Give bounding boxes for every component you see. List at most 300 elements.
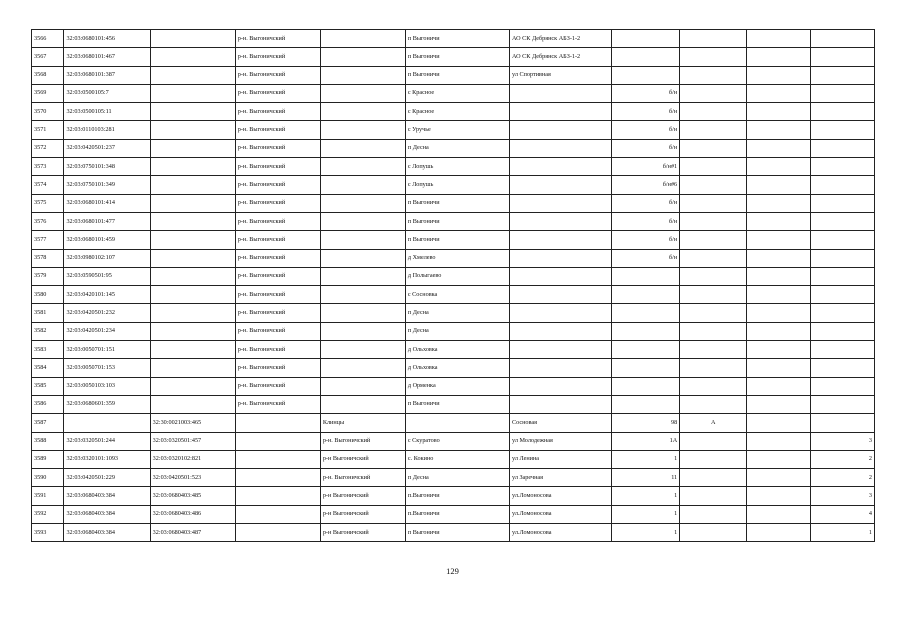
- row-number: 3587: [32, 414, 64, 432]
- table-row: [32, 469, 875, 487]
- cadastral-number: 32:03:0680403:384: [64, 524, 150, 542]
- apartment-cell: [811, 121, 875, 139]
- structure-cell: [747, 341, 811, 359]
- cadastral-number-2: [150, 30, 235, 48]
- settlement-cell: п Выгоничи: [405, 66, 509, 84]
- settlement-cell: д Хмелево: [405, 249, 509, 267]
- building-cell: [680, 377, 747, 395]
- row-number: 3571: [32, 121, 64, 139]
- cadastral-number: 32:03:0680101:387: [64, 66, 150, 84]
- cadastral-number: 32:03:0680601:359: [64, 395, 150, 413]
- district-cell: р-н. Выгоничский: [235, 395, 320, 413]
- settlement-cell: п.Выгоничи: [405, 505, 509, 523]
- apartment-cell: [811, 158, 875, 176]
- house-number-cell: б/н: [611, 103, 679, 121]
- cadastral-number-2: [150, 48, 235, 66]
- structure-cell: [747, 267, 811, 285]
- building-cell: [680, 212, 747, 230]
- district-cell: [235, 505, 320, 523]
- structure-cell: [747, 84, 811, 102]
- house-number-cell: 1: [611, 487, 679, 505]
- building-cell: [680, 249, 747, 267]
- district-cell: р-н. Выгоничский: [235, 84, 320, 102]
- structure-cell: [747, 30, 811, 48]
- settlement-cell: п Десна: [405, 304, 509, 322]
- settlement-cell: п Выгоничи: [405, 231, 509, 249]
- settlement-cell: д Орменка: [405, 377, 509, 395]
- building-cell: А: [680, 414, 747, 432]
- row-number: 3574: [32, 176, 64, 194]
- building-cell: [680, 30, 747, 48]
- city-cell: Клинцы: [320, 414, 405, 432]
- house-number-cell: [611, 359, 679, 377]
- row-number: 3569: [32, 84, 64, 102]
- city-cell: [320, 212, 405, 230]
- row-number: 3584: [32, 359, 64, 377]
- page-number: 129: [446, 566, 459, 576]
- cadastral-number-2: [150, 267, 235, 285]
- street-cell: [510, 176, 612, 194]
- cadastral-number-2: [150, 359, 235, 377]
- row-number: 3582: [32, 322, 64, 340]
- table-row: [32, 267, 875, 285]
- row-number: 3590: [32, 469, 64, 487]
- settlement-cell: с Уручье: [405, 121, 509, 139]
- cadastral-number-2: [150, 377, 235, 395]
- table-row: [32, 231, 875, 249]
- apartment-cell: [811, 395, 875, 413]
- settlement-cell: [405, 414, 509, 432]
- cadastral-number: 32:03:0050701:151: [64, 341, 150, 359]
- cadastral-number-2: [150, 304, 235, 322]
- settlement-cell: п Выгоничи: [405, 212, 509, 230]
- cadastral-number: 32:03:0320101:1093: [64, 450, 150, 468]
- cadastral-number: 32:03:0420501:232: [64, 304, 150, 322]
- building-cell: [680, 286, 747, 304]
- row-number: 3575: [32, 194, 64, 212]
- district-cell: р-н. Выгоничский: [235, 212, 320, 230]
- structure-cell: [747, 249, 811, 267]
- row-number: 3580: [32, 286, 64, 304]
- district-cell: р-н. Выгоничский: [235, 103, 320, 121]
- row-number: 3577: [32, 231, 64, 249]
- apartment-cell: 3: [811, 432, 875, 450]
- district-cell: р-н. Выгоничский: [235, 121, 320, 139]
- street-cell: [510, 103, 612, 121]
- settlement-cell: с Скуратово: [405, 432, 509, 450]
- structure-cell: [747, 121, 811, 139]
- house-number-cell: б/н: [611, 121, 679, 139]
- apartment-cell: [811, 359, 875, 377]
- cadastral-number: 32:03:0680403:384: [64, 505, 150, 523]
- street-cell: [510, 139, 612, 157]
- settlement-cell: с Лопушь: [405, 176, 509, 194]
- table-row: [32, 212, 875, 230]
- row-number: 3593: [32, 524, 64, 542]
- settlement-cell: п Выгоничи: [405, 524, 509, 542]
- house-number-cell: [611, 304, 679, 322]
- row-number: 3566: [32, 30, 64, 48]
- street-cell: [510, 377, 612, 395]
- city-cell: [320, 395, 405, 413]
- cadastral-number: 32:03:0680101:414: [64, 194, 150, 212]
- cadastral-number-2: [150, 212, 235, 230]
- row-number: 3588: [32, 432, 64, 450]
- district-cell: [235, 469, 320, 487]
- table-row: [32, 121, 875, 139]
- cadastral-number-2: 32:03:0680403:485: [150, 487, 235, 505]
- settlement-cell: с Красное: [405, 103, 509, 121]
- row-number: 3573: [32, 158, 64, 176]
- cadastral-number-2: 32:30:0021003:465: [150, 414, 235, 432]
- structure-cell: [747, 286, 811, 304]
- cadastral-number: 32:03:0680101:456: [64, 30, 150, 48]
- house-number-cell: 1А: [611, 432, 679, 450]
- cadastral-number-2: 32:03:0680403:487: [150, 524, 235, 542]
- house-number-cell: б/н: [611, 212, 679, 230]
- table-body: [32, 30, 875, 542]
- district-cell: р-н. Выгоничский: [235, 48, 320, 66]
- street-cell: АО СК Дебрянск АБЗ-1-2: [510, 30, 612, 48]
- apartment-cell: 2: [811, 450, 875, 468]
- cadastral-number: 32:03:0980102:107: [64, 249, 150, 267]
- apartment-cell: [811, 341, 875, 359]
- house-number-cell: б/н: [611, 84, 679, 102]
- row-number: 3589: [32, 450, 64, 468]
- apartment-cell: [811, 103, 875, 121]
- structure-cell: [747, 505, 811, 523]
- apartment-cell: [811, 66, 875, 84]
- street-cell: АО СК Дебрянск АБЗ-1-2: [510, 48, 612, 66]
- table-row: [32, 395, 875, 413]
- building-cell: [680, 524, 747, 542]
- building-cell: [680, 231, 747, 249]
- city-cell: [320, 66, 405, 84]
- district-cell: р-н. Выгоничский: [235, 267, 320, 285]
- city-cell: р-н Выгоничский: [320, 487, 405, 505]
- city-cell: [320, 267, 405, 285]
- table-row: [32, 286, 875, 304]
- apartment-cell: 1: [811, 524, 875, 542]
- street-cell: ул Молодежная: [510, 432, 612, 450]
- cadastral-number: 32:03:0420501:234: [64, 322, 150, 340]
- house-number-cell: [611, 267, 679, 285]
- table-row: [32, 158, 875, 176]
- street-cell: [510, 304, 612, 322]
- cadastral-number-2: [150, 66, 235, 84]
- street-cell: ул Ленина: [510, 450, 612, 468]
- row-number: 3591: [32, 487, 64, 505]
- cadastral-number: 32:03:0750101:348: [64, 158, 150, 176]
- cadastral-number-2: [150, 322, 235, 340]
- house-number-cell: [611, 286, 679, 304]
- table-row: [32, 505, 875, 523]
- street-cell: [510, 395, 612, 413]
- table-row: [32, 377, 875, 395]
- district-cell: р-н. Выгоничский: [235, 176, 320, 194]
- house-number-cell: 98: [611, 414, 679, 432]
- structure-cell: [747, 194, 811, 212]
- house-number-cell: 11: [611, 469, 679, 487]
- city-cell: р-н. Выгоничский: [320, 432, 405, 450]
- house-number-cell: [611, 395, 679, 413]
- structure-cell: [747, 469, 811, 487]
- city-cell: [320, 286, 405, 304]
- cadastral-number: 32:03:0050701:153: [64, 359, 150, 377]
- city-cell: [320, 121, 405, 139]
- district-cell: р-н. Выгоничский: [235, 231, 320, 249]
- apartment-cell: [811, 212, 875, 230]
- table-row: [32, 194, 875, 212]
- row-number: 3570: [32, 103, 64, 121]
- district-cell: [235, 414, 320, 432]
- district-cell: р-н. Выгоничский: [235, 359, 320, 377]
- city-cell: [320, 304, 405, 322]
- house-number-cell: 1: [611, 524, 679, 542]
- table-row: [32, 341, 875, 359]
- building-cell: [680, 450, 747, 468]
- apartment-cell: [811, 377, 875, 395]
- city-cell: [320, 139, 405, 157]
- street-cell: [510, 194, 612, 212]
- row-number: 3579: [32, 267, 64, 285]
- cadastral-number-2: [150, 139, 235, 157]
- table-row: [32, 84, 875, 102]
- cadastral-number: [64, 414, 150, 432]
- structure-cell: [747, 304, 811, 322]
- city-cell: [320, 359, 405, 377]
- street-cell: Сосновая: [510, 414, 612, 432]
- table-row: [32, 249, 875, 267]
- row-number: 3592: [32, 505, 64, 523]
- house-number-cell: [611, 341, 679, 359]
- street-cell: [510, 158, 612, 176]
- cadastral-number: 32:03:0500105:11: [64, 103, 150, 121]
- cadastral-number-2: 32:03:0680403:486: [150, 505, 235, 523]
- street-cell: [510, 359, 612, 377]
- cadastral-number-2: 32:03:0420501:523: [150, 469, 235, 487]
- row-number: 3586: [32, 395, 64, 413]
- city-cell: р-н Выгоничский: [320, 524, 405, 542]
- apartment-cell: [811, 267, 875, 285]
- table-row: [32, 322, 875, 340]
- cadastral-number: 32:03:0750101:349: [64, 176, 150, 194]
- structure-cell: [747, 487, 811, 505]
- cadastral-number-2: [150, 194, 235, 212]
- apartment-cell: [811, 176, 875, 194]
- building-cell: [680, 84, 747, 102]
- building-cell: [680, 194, 747, 212]
- settlement-cell: п Десна: [405, 469, 509, 487]
- house-number-cell: б/н#1: [611, 158, 679, 176]
- structure-cell: [747, 212, 811, 230]
- city-cell: р-н Выгоничский: [320, 505, 405, 523]
- apartment-cell: [811, 139, 875, 157]
- building-cell: [680, 359, 747, 377]
- district-cell: р-н. Выгоничский: [235, 139, 320, 157]
- street-cell: ул Спортивная: [510, 66, 612, 84]
- building-cell: [680, 341, 747, 359]
- street-cell: ул.Ломоносова: [510, 505, 612, 523]
- house-number-cell: б/н: [611, 231, 679, 249]
- cadastral-number-2: [150, 249, 235, 267]
- apartment-cell: [811, 231, 875, 249]
- building-cell: [680, 103, 747, 121]
- table-row: [32, 450, 875, 468]
- building-cell: [680, 267, 747, 285]
- settlement-cell: д Ольховка: [405, 359, 509, 377]
- table-row: [32, 30, 875, 48]
- house-number-cell: [611, 322, 679, 340]
- district-cell: р-н. Выгоничский: [235, 304, 320, 322]
- cadastral-number: 32:03:0320501:244: [64, 432, 150, 450]
- apartment-cell: 3: [811, 487, 875, 505]
- apartment-cell: [811, 414, 875, 432]
- district-cell: р-н. Выгоничский: [235, 322, 320, 340]
- street-cell: [510, 84, 612, 102]
- street-cell: [510, 341, 612, 359]
- city-cell: [320, 194, 405, 212]
- city-cell: [320, 48, 405, 66]
- address-registry-table: [31, 29, 875, 542]
- city-cell: р-н Выгоничский: [320, 450, 405, 468]
- building-cell: [680, 395, 747, 413]
- settlement-cell: с Красное: [405, 84, 509, 102]
- district-cell: р-н. Выгоничский: [235, 194, 320, 212]
- house-number-cell: [611, 48, 679, 66]
- settlement-cell: с Сосновка: [405, 286, 509, 304]
- building-cell: [680, 66, 747, 84]
- structure-cell: [747, 48, 811, 66]
- city-cell: [320, 249, 405, 267]
- house-number-cell: [611, 66, 679, 84]
- house-number-cell: б/н#6: [611, 176, 679, 194]
- city-cell: [320, 30, 405, 48]
- cadastral-number-2: [150, 103, 235, 121]
- table-row: [32, 414, 875, 432]
- street-cell: ул Заречная: [510, 469, 612, 487]
- cadastral-number: 32:03:0420501:237: [64, 139, 150, 157]
- settlement-cell: п Выгоничи: [405, 30, 509, 48]
- settlement-cell: с Лопушь: [405, 158, 509, 176]
- building-cell: [680, 176, 747, 194]
- settlement-cell: п.Выгоничи: [405, 487, 509, 505]
- house-number-cell: б/н: [611, 194, 679, 212]
- district-cell: [235, 450, 320, 468]
- cadastral-number: 32:03:0680101:467: [64, 48, 150, 66]
- structure-cell: [747, 377, 811, 395]
- cadastral-number-2: [150, 231, 235, 249]
- street-cell: [510, 267, 612, 285]
- row-number: 3568: [32, 66, 64, 84]
- apartment-cell: [811, 194, 875, 212]
- cadastral-number: 32:03:0680101:459: [64, 231, 150, 249]
- cadastral-number: 32:03:0500105:7: [64, 84, 150, 102]
- building-cell: [680, 139, 747, 157]
- structure-cell: [747, 414, 811, 432]
- street-cell: [510, 231, 612, 249]
- apartment-cell: 4: [811, 505, 875, 523]
- table-row: [32, 524, 875, 542]
- cadastral-number-2: [150, 395, 235, 413]
- apartment-cell: 2: [811, 469, 875, 487]
- city-cell: [320, 377, 405, 395]
- table-row: [32, 139, 875, 157]
- district-cell: р-н. Выгоничский: [235, 158, 320, 176]
- apartment-cell: [811, 84, 875, 102]
- structure-cell: [747, 66, 811, 84]
- cadastral-number: 32:03:0590501:95: [64, 267, 150, 285]
- cadastral-number: 32:03:0420101:145: [64, 286, 150, 304]
- structure-cell: [747, 139, 811, 157]
- building-cell: [680, 304, 747, 322]
- cadastral-number-2: [150, 84, 235, 102]
- city-cell: [320, 341, 405, 359]
- city-cell: [320, 158, 405, 176]
- apartment-cell: [811, 48, 875, 66]
- cadastral-number-2: [150, 176, 235, 194]
- cadastral-number-2: [150, 158, 235, 176]
- street-cell: [510, 322, 612, 340]
- table-row: [32, 48, 875, 66]
- settlement-cell: п Десна: [405, 139, 509, 157]
- street-cell: ул.Ломоносова: [510, 524, 612, 542]
- house-number-cell: 1: [611, 505, 679, 523]
- apartment-cell: [811, 249, 875, 267]
- table-row: [32, 176, 875, 194]
- structure-cell: [747, 322, 811, 340]
- structure-cell: [747, 176, 811, 194]
- city-cell: р-н. Выгоничский: [320, 469, 405, 487]
- row-number: 3583: [32, 341, 64, 359]
- table-row: [32, 66, 875, 84]
- settlement-cell: п Выгоничи: [405, 48, 509, 66]
- settlement-cell: п Выгоничи: [405, 395, 509, 413]
- district-cell: р-н. Выгоничский: [235, 66, 320, 84]
- house-number-cell: [611, 30, 679, 48]
- city-cell: [320, 322, 405, 340]
- settlement-cell: д Ольховка: [405, 341, 509, 359]
- cadastral-number-2: [150, 121, 235, 139]
- building-cell: [680, 121, 747, 139]
- building-cell: [680, 322, 747, 340]
- cadastral-number: 32:03:0680403:384: [64, 487, 150, 505]
- city-cell: [320, 231, 405, 249]
- table-row: [32, 487, 875, 505]
- row-number: 3576: [32, 212, 64, 230]
- cadastral-number: 32:03:0680101:477: [64, 212, 150, 230]
- structure-cell: [747, 158, 811, 176]
- district-cell: р-н. Выгоничский: [235, 286, 320, 304]
- district-cell: р-н. Выгоничский: [235, 30, 320, 48]
- street-cell: ул.Ломоносова: [510, 487, 612, 505]
- structure-cell: [747, 395, 811, 413]
- district-cell: р-н. Выгоничский: [235, 377, 320, 395]
- street-cell: [510, 249, 612, 267]
- cadastral-number-2: [150, 341, 235, 359]
- street-cell: [510, 286, 612, 304]
- building-cell: [680, 48, 747, 66]
- cadastral-number-2: [150, 286, 235, 304]
- house-number-cell: 1: [611, 450, 679, 468]
- building-cell: [680, 505, 747, 523]
- cadastral-number: 32:03:0420501:229: [64, 469, 150, 487]
- structure-cell: [747, 359, 811, 377]
- table-row: [32, 432, 875, 450]
- house-number-cell: [611, 377, 679, 395]
- cadastral-number-2: 32:03:0320102:821: [150, 450, 235, 468]
- building-cell: [680, 469, 747, 487]
